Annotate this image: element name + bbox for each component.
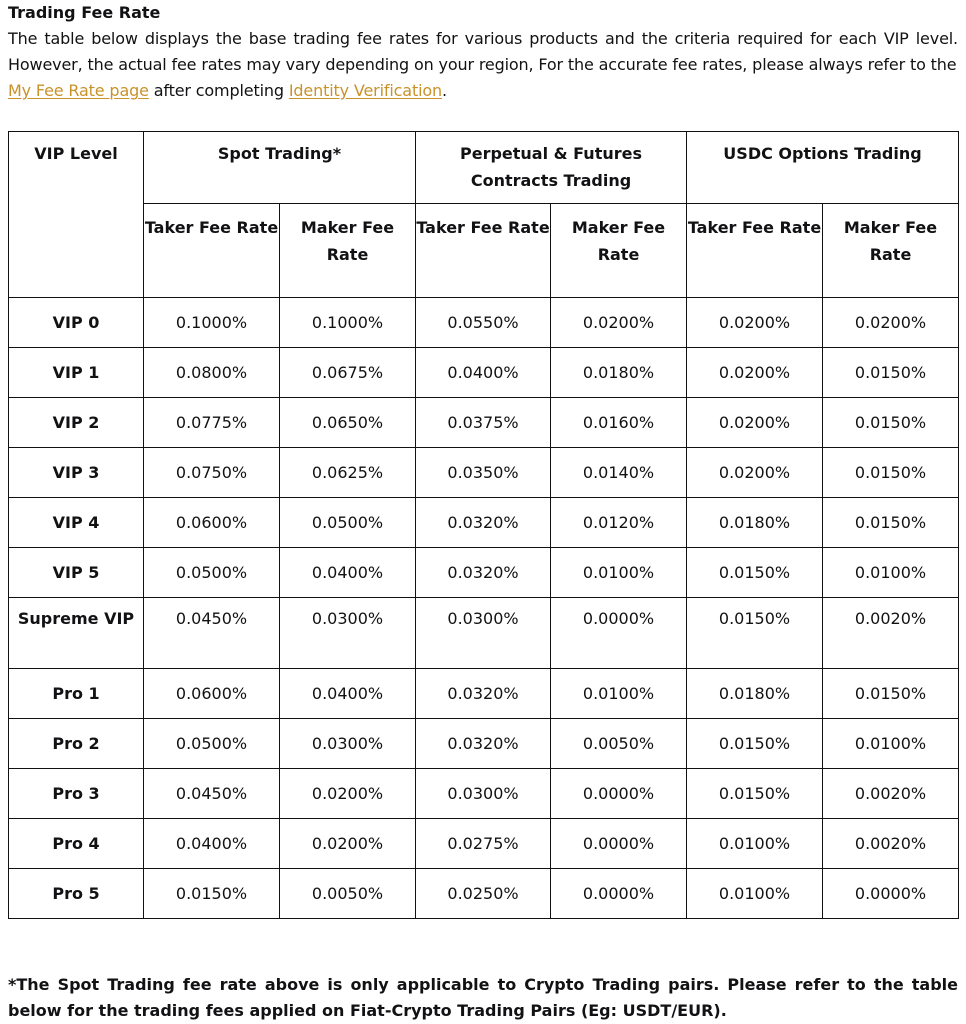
fee-cell-perp-maker: 0.0000% bbox=[551, 598, 687, 669]
fee-cell-perp-maker: 0.0000% bbox=[551, 819, 687, 869]
level-cell: Pro 1 bbox=[9, 669, 144, 719]
fee-cell-perp-taker: 0.0400% bbox=[416, 348, 551, 398]
fee-cell-opt-taker: 0.0200% bbox=[687, 348, 823, 398]
fee-cell-opt-maker: 0.0100% bbox=[823, 548, 959, 598]
fee-cell-perp-maker: 0.0050% bbox=[551, 719, 687, 769]
level-cell: Supreme VIP bbox=[9, 598, 144, 669]
fee-cell-spot-maker: 0.0500% bbox=[280, 498, 416, 548]
level-cell: VIP 0 bbox=[9, 298, 144, 348]
header-perpetual-futures: Perpetual & Futures Contracts Trading bbox=[416, 132, 687, 204]
header-perp-taker: Taker Fee Rate bbox=[416, 204, 551, 298]
fee-cell-spot-taker: 0.0750% bbox=[144, 448, 280, 498]
level-cell: Pro 4 bbox=[9, 819, 144, 869]
fee-cell-opt-maker: 0.0150% bbox=[823, 498, 959, 548]
fee-cell-spot-maker: 0.0650% bbox=[280, 398, 416, 448]
fee-cell-perp-taker: 0.0375% bbox=[416, 398, 551, 448]
table-row bbox=[9, 719, 959, 769]
header-spot-maker: Maker Fee Rate bbox=[280, 204, 416, 298]
table-row bbox=[9, 448, 959, 498]
table-header-row bbox=[9, 132, 959, 204]
fee-cell-spot-maker: 0.0200% bbox=[280, 819, 416, 869]
level-cell: Pro 3 bbox=[9, 769, 144, 819]
header-perp-maker: Maker Fee Rate bbox=[551, 204, 687, 298]
fee-cell-perp-maker: 0.0100% bbox=[551, 669, 687, 719]
fee-cell-perp-taker: 0.0300% bbox=[416, 598, 551, 669]
fee-cell-spot-taker: 0.0600% bbox=[144, 669, 280, 719]
fee-cell-opt-taker: 0.0100% bbox=[687, 819, 823, 869]
fee-cell-opt-maker: 0.0020% bbox=[823, 819, 959, 869]
fee-cell-spot-taker: 0.0600% bbox=[144, 498, 280, 548]
fee-cell-opt-taker: 0.0150% bbox=[687, 598, 823, 669]
fee-cell-opt-maker: 0.0100% bbox=[823, 719, 959, 769]
fee-cell-perp-maker: 0.0200% bbox=[551, 298, 687, 348]
fee-cell-opt-taker: 0.0180% bbox=[687, 498, 823, 548]
fee-cell-perp-maker: 0.0120% bbox=[551, 498, 687, 548]
fee-cell-spot-taker: 0.0400% bbox=[144, 819, 280, 869]
fee-cell-opt-taker: 0.0200% bbox=[687, 448, 823, 498]
header-spot-trading: Spot Trading* bbox=[144, 132, 416, 204]
fee-cell-opt-maker: 0.0020% bbox=[823, 598, 959, 669]
fee-cell-perp-taker: 0.0550% bbox=[416, 298, 551, 348]
fee-cell-opt-maker: 0.0150% bbox=[823, 669, 959, 719]
table-row bbox=[9, 298, 959, 348]
fee-cell-perp-maker: 0.0000% bbox=[551, 769, 687, 819]
table-row bbox=[9, 669, 959, 719]
level-cell: VIP 2 bbox=[9, 398, 144, 448]
fee-cell-spot-maker: 0.1000% bbox=[280, 298, 416, 348]
fee-cell-opt-taker: 0.0180% bbox=[687, 669, 823, 719]
section-title: Trading Fee Rate bbox=[8, 3, 161, 22]
fee-cell-opt-taker: 0.0150% bbox=[687, 769, 823, 819]
table-row bbox=[9, 819, 959, 869]
fee-cell-perp-maker: 0.0140% bbox=[551, 448, 687, 498]
level-cell: Pro 2 bbox=[9, 719, 144, 769]
fee-cell-opt-taker: 0.0200% bbox=[687, 398, 823, 448]
fee-cell-spot-taker: 0.0800% bbox=[144, 348, 280, 398]
intro-text: The table below displays the base trading fee rates for various products and the criteria required for each VIP level. However, the actual fee rates may vary depending on your region, For the accurate fee rates, please always refer to the bbox=[8, 29, 958, 74]
header-opt-maker: Maker Fee Rate bbox=[823, 204, 959, 298]
fee-cell-perp-taker: 0.0300% bbox=[416, 769, 551, 819]
fee-cell-opt-taker: 0.0150% bbox=[687, 548, 823, 598]
fee-cell-opt-taker: 0.0200% bbox=[687, 298, 823, 348]
fee-cell-perp-maker: 0.0160% bbox=[551, 398, 687, 448]
fee-cell-spot-maker: 0.0300% bbox=[280, 598, 416, 669]
fee-cell-spot-maker: 0.0300% bbox=[280, 719, 416, 769]
fee-cell-spot-maker: 0.0675% bbox=[280, 348, 416, 398]
header-vip-level: VIP Level bbox=[9, 132, 144, 298]
fee-cell-perp-taker: 0.0320% bbox=[416, 548, 551, 598]
fee-cell-spot-maker: 0.0400% bbox=[280, 548, 416, 598]
fee-cell-spot-taker: 0.0450% bbox=[144, 769, 280, 819]
fee-cell-perp-maker: 0.0180% bbox=[551, 348, 687, 398]
table-body bbox=[9, 298, 959, 919]
fee-cell-perp-taker: 0.0275% bbox=[416, 819, 551, 869]
fee-cell-perp-maker: 0.0100% bbox=[551, 548, 687, 598]
level-cell: VIP 1 bbox=[9, 348, 144, 398]
fee-cell-opt-maker: 0.0150% bbox=[823, 348, 959, 398]
fee-cell-perp-taker: 0.0250% bbox=[416, 869, 551, 919]
table-row bbox=[9, 869, 959, 919]
fee-cell-perp-taker: 0.0320% bbox=[416, 719, 551, 769]
table-row bbox=[9, 548, 959, 598]
table-row bbox=[9, 348, 959, 398]
table-subheader-row bbox=[9, 204, 959, 298]
table-row bbox=[9, 398, 959, 448]
fee-cell-opt-taker: 0.0100% bbox=[687, 869, 823, 919]
fee-cell-spot-maker: 0.0625% bbox=[280, 448, 416, 498]
header-opt-taker: Taker Fee Rate bbox=[687, 204, 823, 298]
intro-paragraph bbox=[8, 26, 958, 104]
fee-cell-spot-taker: 0.0450% bbox=[144, 598, 280, 669]
fee-cell-perp-maker: 0.0000% bbox=[551, 869, 687, 919]
level-cell: Pro 5 bbox=[9, 869, 144, 919]
fee-cell-perp-taker: 0.0320% bbox=[416, 669, 551, 719]
table-row bbox=[9, 498, 959, 548]
level-cell: VIP 3 bbox=[9, 448, 144, 498]
fee-cell-opt-maker: 0.0150% bbox=[823, 398, 959, 448]
fee-cell-spot-taker: 0.0775% bbox=[144, 398, 280, 448]
fee-cell-opt-maker: 0.0000% bbox=[823, 869, 959, 919]
fee-cell-spot-taker: 0.0500% bbox=[144, 719, 280, 769]
identity-verification-link[interactable]: Identity Verification bbox=[288, 81, 442, 100]
intro-end-text: . bbox=[442, 81, 447, 100]
fee-cell-perp-taker: 0.0320% bbox=[416, 498, 551, 548]
fee-rate-table bbox=[8, 131, 959, 919]
fee-rate-section bbox=[8, 0, 958, 1020]
fee-cell-spot-maker: 0.0400% bbox=[280, 669, 416, 719]
header-spot-taker: Taker Fee Rate bbox=[144, 204, 280, 298]
fee-cell-spot-maker: 0.0050% bbox=[280, 869, 416, 919]
fee-cell-opt-maker: 0.0020% bbox=[823, 769, 959, 819]
fee-cell-spot-taker: 0.1000% bbox=[144, 298, 280, 348]
fee-cell-spot-taker: 0.0150% bbox=[144, 869, 280, 919]
header-usdc-options: USDC Options Trading bbox=[687, 132, 959, 204]
intro-mid-text: after completing bbox=[153, 81, 284, 100]
level-cell: VIP 4 bbox=[9, 498, 144, 548]
fee-cell-opt-maker: 0.0150% bbox=[823, 448, 959, 498]
fee-cell-perp-taker: 0.0350% bbox=[416, 448, 551, 498]
level-cell: VIP 5 bbox=[9, 548, 144, 598]
my-fee-rate-link[interactable]: My Fee Rate page bbox=[8, 81, 149, 100]
footnote: *The Spot Trading fee rate above is only applicable to Crypto Trading pairs. Please refer to the table below for the trading fees applied on Fiat-Crypto Trading Pairs (Eg: USDT/EUR). bbox=[8, 975, 958, 1020]
table-row bbox=[9, 598, 959, 669]
table-row bbox=[9, 769, 959, 819]
fee-cell-opt-taker: 0.0150% bbox=[687, 719, 823, 769]
fee-cell-opt-maker: 0.0200% bbox=[823, 298, 959, 348]
fee-cell-spot-maker: 0.0200% bbox=[280, 769, 416, 819]
fee-cell-spot-taker: 0.0500% bbox=[144, 548, 280, 598]
